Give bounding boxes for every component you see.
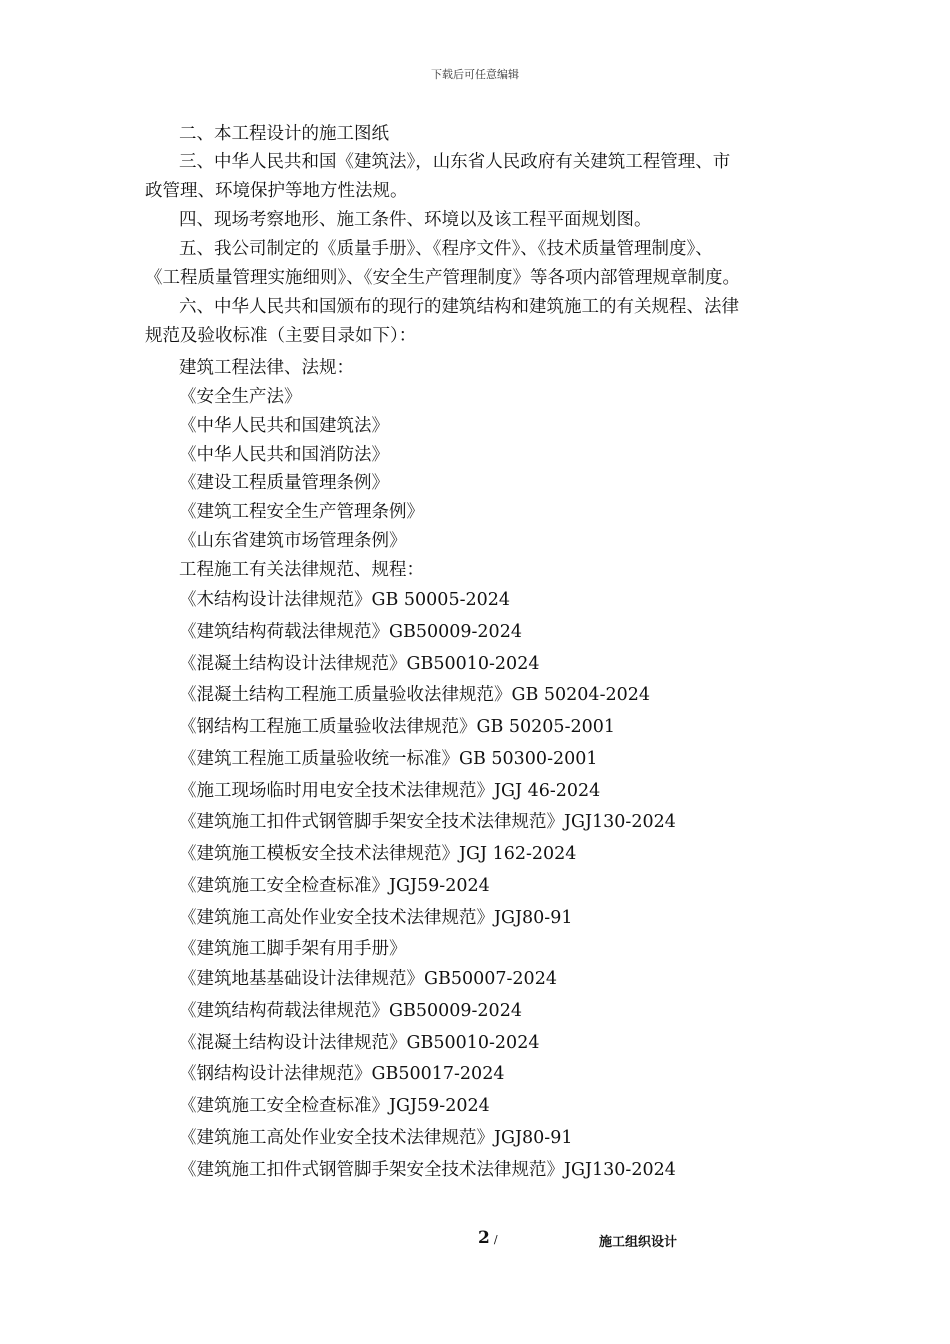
list-item: 《建筑施工脚手架有用手册》 [179, 939, 407, 959]
list-item: 《山东省建筑市场管理条例》 [179, 531, 407, 551]
list-item: 《中华人民共和国消防法》 [179, 445, 389, 465]
page-header: 下载后可任意编辑 [431, 68, 519, 81]
list-item: 《混凝土结构工程施工质量验收法律规范》GB 50204-2024 [179, 685, 651, 705]
list-item: 《建筑施工高处作业安全技术法律规范》JGJ80-91 [179, 1128, 573, 1148]
list-item: 《建筑工程施工质量验收统一标准》GB 50300-2001 [179, 749, 598, 769]
paragraph-design-drawings: 二、本工程设计的施工图纸 [179, 124, 389, 144]
page-number-value: 2 [478, 1228, 490, 1248]
list-item: 《建筑施工扣件式钢管脚手架安全技术法律规范》JGJ130-2024 [179, 1160, 676, 1180]
list-item: 《建筑地基基础设计法律规范》GB50007-2024 [179, 969, 557, 989]
list-item: 《木结构设计法律规范》GB 50005-2024 [179, 590, 511, 610]
footer-document-title: 施工组织设计 [599, 1235, 678, 1250]
paragraph-construction-law-line1: 三、中华人民共和国《建筑法》，山东省人民政府有关建筑工程管理、市 [179, 152, 731, 172]
list-item: 《安全生产法》 [179, 387, 302, 407]
paragraph-construction-law-line2: 政管理、环境保护等地方性法规。 [145, 181, 408, 201]
list-item: 《建筑结构荷载法律规范》GB50009-2024 [179, 1001, 522, 1021]
paragraph-company-rules-line2: 《工程质量管理实施细则》、《安全生产管理制度》等各项内部管理规章制度。 [145, 268, 740, 288]
list-item: 《混凝土结构设计法律规范》GB50010-2024 [179, 654, 540, 674]
list-item: 《混凝土结构设计法律规范》GB50010-2024 [179, 1033, 540, 1053]
list-item: 《钢结构设计法律规范》GB50017-2024 [179, 1064, 505, 1084]
paragraph-company-rules-line1: 五、我公司制定的《质量手册》、《程序文件》、《技术质量管理制度》、 [179, 239, 713, 259]
list-item: 《建筑施工扣件式钢管脚手架安全技术法律规范》JGJ130-2024 [179, 812, 676, 832]
list-item: 《施工现场临时用电安全技术法律规范》JGJ 46-2024 [179, 781, 601, 801]
list-item: 《建筑施工安全检查标准》JGJ59-2024 [179, 876, 490, 896]
paragraph-national-standards-line2: 规范及验收标准（主要目录如下）： [145, 326, 417, 346]
list-item: 《建筑施工安全检查标准》JGJ59-2024 [179, 1096, 490, 1116]
list-item: 《钢结构工程施工质量验收法律规范》GB 50205-2001 [179, 717, 616, 737]
list-item: 《建筑工程安全生产管理条例》 [179, 502, 424, 522]
list-item: 《建筑施工高处作业安全技术法律规范》JGJ80-91 [179, 908, 573, 928]
standards-heading: 工程施工有关法律规范、规程： [179, 560, 424, 580]
list-item: 《建筑施工模板安全技术法律规范》JGJ 162-2024 [179, 844, 577, 864]
laws-heading: 建筑工程法律、法规： [179, 358, 354, 378]
list-item: 《中华人民共和国建筑法》 [179, 416, 389, 436]
page-number-separator: / [493, 1233, 498, 1246]
paragraph-national-standards-line1: 六、中华人民共和国颁布的现行的建筑结构和建筑施工的有关规程、法律 [179, 297, 739, 317]
paragraph-site-survey: 四、现场考察地形、施工条件、环境以及该工程平面规划图。 [179, 210, 652, 230]
page-number [478, 1228, 498, 1248]
list-item: 《建设工程质量管理条例》 [179, 473, 389, 493]
list-item: 《建筑结构荷载法律规范》GB50009-2024 [179, 622, 522, 642]
